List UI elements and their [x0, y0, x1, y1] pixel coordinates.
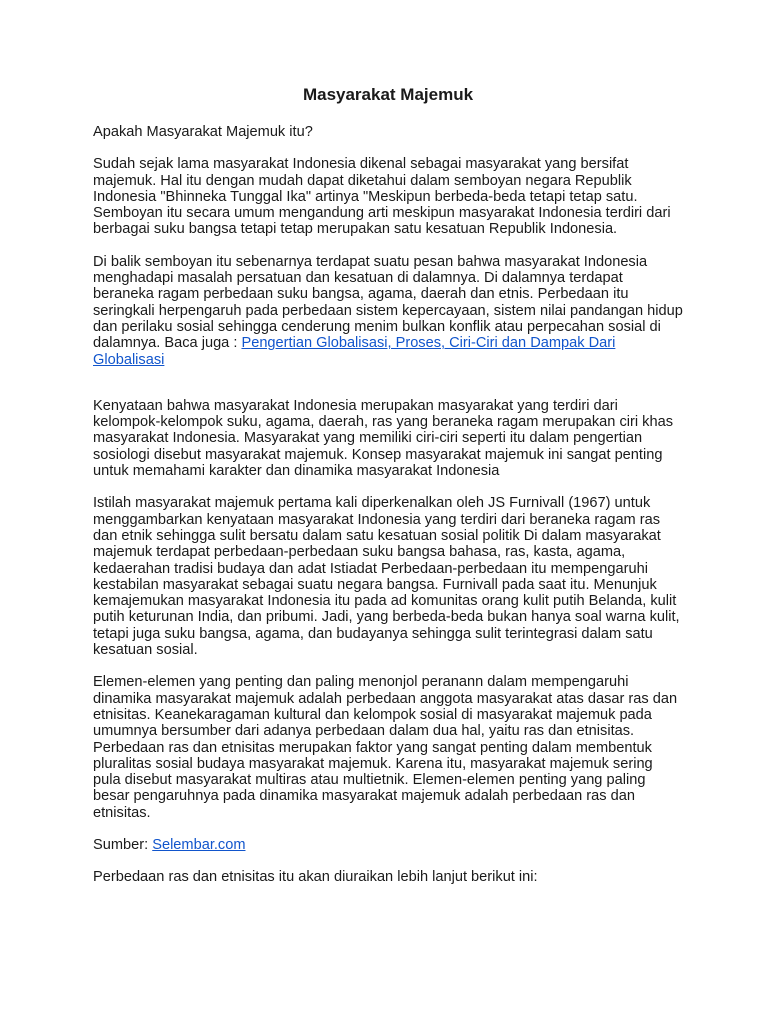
- document-page: [93, 84, 683, 902]
- paragraph-6: Perbedaan ras dan etnisitas itu akan diuraikan lebih lanjut berikut ini:: [93, 869, 538, 886]
- source-paragraph: [93, 837, 683, 853]
- source-link[interactable]: Selembar.com: [152, 836, 246, 853]
- document-title: Masyarakat Majemuk: [302, 85, 474, 104]
- paragraph-2: [93, 254, 683, 368]
- paragraph-2-text: Di balik semboyan itu sebenarnya terdapat suatu pesan bahwa masyarakat Indonesia menghadapi masalah persatuan dan kesatuan di dalamnya. Di dalamnya terdapat beraneka ragam perbedaan suku bangsa, agama, daerah dan etnis. Perbedaan itu seringkali herpengaruh pada perbedaan sistem kepercayaan, sistem nilai pandangan hidup dan perilaku sosial sehingga cenderung menim bulkan konflik atau perpecahan sosial di dalamnya. Baca juga :: [93, 253, 683, 352]
- question-paragraph: Apakah Masyarakat Majemuk itu?: [93, 124, 313, 140]
- paragraph-3: Kenyataan bahwa masyarakat Indonesia merupakan masyarakat yang terdiri dari kelompok-kelompok suku, agama, daerah, ras yang beraneka ragam merupakan ciri khas masyarakat Indonesia. Masyarakat yang memiliki ciri-ciri seperti itu dalam pengertian sosiologi disebut masyarakat majemuk. Konsep masyarakat majemuk ini sangat penting untuk memahami karakter dan dinamika masyarakat Indonesia: [93, 397, 673, 480]
- source-label: Sumber:: [93, 836, 153, 853]
- paragraph-5: Elemen-elemen yang penting dan paling menonjol peranann dalam mempengaruhi dinamika masyarakat majemuk adalah perbedaan anggota masyarakat atas dasar ras dan etnisitas. Keanekaragaman kultural dan kelompok sosial di masyarakat majemuk pada umumnya bersumber dari adanya perbedaan dalam dua hal, yaitu ras dan etnisitas. Perbedaan ras dan etnisitas merupakan faktor yang sangat penting dalam membentuk pluralitas sosial budaya masyarakat majemuk. Karena itu, masyarakat majemuk sering pula disebut masyarakat multiras atau multietnik. Elemen-elemen penting yang paling besar pengaruhnya pada dinamika masyarakat majemuk adalah perbedaan ras dan etnisitas.: [93, 674, 678, 821]
- baca-juga-link[interactable]: Pengertian Globalisasi, Proses, Ciri-Ciri dan Dampak Dari Globalisasi: [93, 335, 616, 368]
- paragraph-1: Sudah sejak lama masyarakat Indonesia dikenal sebagai masyarakat yang bersifat majemuk. Hal itu dengan mudah dapat diketahui dalam semboyan negara Republik Indonesia "Bhinneka Tunggal Ika" artinya "Meskipun berbeda-beda tetapi tetap satu. Semboyan itu secara umum mengandung arti meskipun masyarakat Indonesia terdiri dari berbagai suku bangsa tetapi tetap merupakan satu kesatuan Republik Indonesia.: [93, 156, 671, 238]
- paragraph-4: Istilah masyarakat majemuk pertama kali diperkenalkan oleh JS Furnivall (1967) untuk menggambarkan kenyataan masyarakat Indonesia yang terdiri dari beraneka ragam ras dan etnik sehingga sulit bersatu dalam satu kesatuan sosial politik Di dalam masyarakat majemuk terdapat perbedaan-perbedaan suku bangsa bahasa, ras, kasta, agama, kedaerahan tradisi budaya dan adat Istiadat Perbedaan-perbedaan itu mempengaruhi kestabilan masyarakat sebagai suatu negara bangsa. Furnivall pada saat itu. Menunjuk kemajemukan masyarakat Indonesia itu pada ad komunitas orang kulit putih Belanda, kulit putih keturunan India, dan pribumi. Jadi, yang berbeda-beda bukan hanya soal warna kulit, tetapi juga suku bangsa, agama, dan budayanya sehingga sulit terintegrasi dalam satu kesatuan sosial.: [93, 495, 680, 659]
